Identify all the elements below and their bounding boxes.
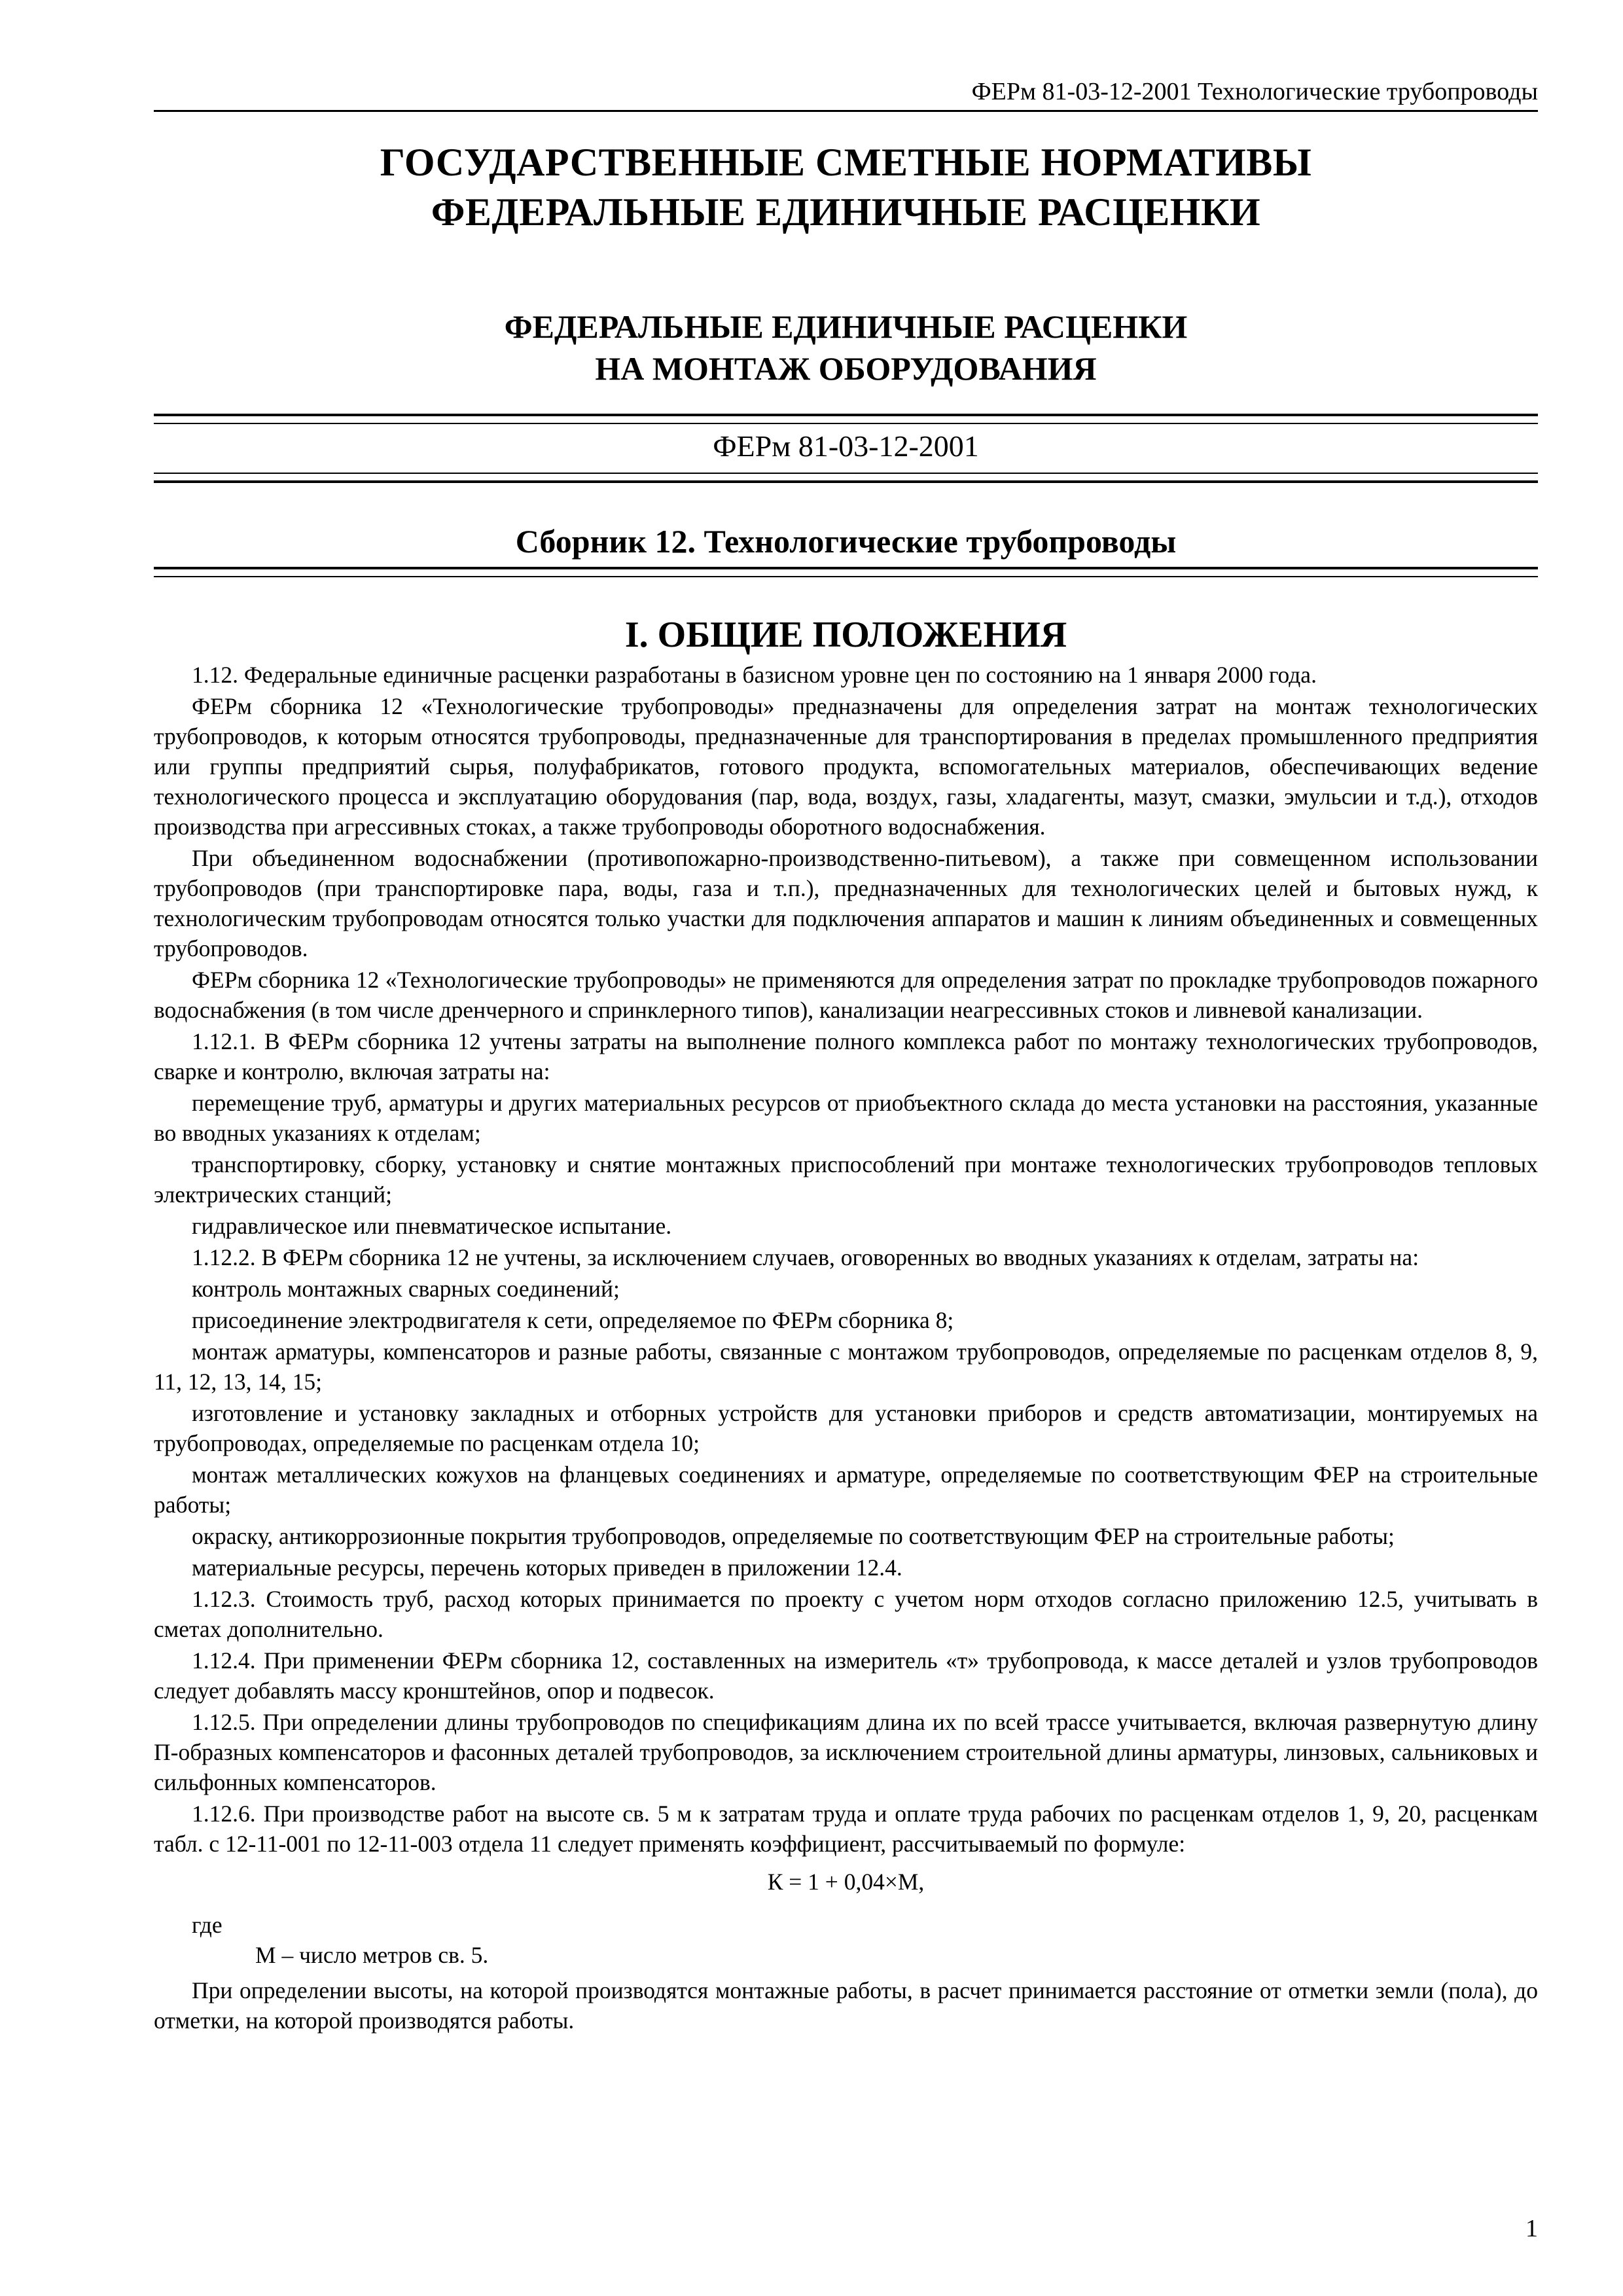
title-line-2: ФЕДЕРАЛЬНЫЕ ЕДИНИЧНЫЕ РАСЦЕНКИ — [431, 190, 1261, 234]
paragraph-1-12: 1.12. Федеральные единичные расценки разработаны в базисном уровне цен по состоянию на 1 января 2000 года. — [192, 662, 1317, 688]
paragraph-1-12-4: 1.12.4. При применении ФЕРм сборника 12, составленных на измеритель «т» трубопровода, к массе деталей и узлов трубопроводов следует добавлять массу кронштейнов, опор и подвесок. — [154, 1647, 1538, 1704]
running-head: ФЕРм 81-03-12-2001 Технологические трубопроводы — [154, 73, 1538, 112]
section-title: I. ОБЩИЕ ПОЛОЖЕНИЯ — [624, 615, 1067, 655]
paragraph-height: При определении высоты, на которой производятся монтажные работы, в расчет принимается расстояние от отметки земли (пола), до отметки, на которой производятся работы. — [154, 1977, 1538, 2034]
paragraph-not-applied: ФЕРм сборника 12 «Технологические трубопроводы» не применяются для определения затрат по прокладке трубопроводов пожарного водоснабжения (в том числе дренчерного и спринклерного типов), канализации неагрессивных стоков и ливневой канализации. — [154, 967, 1538, 1023]
rule-below-collection — [154, 567, 1538, 577]
document-code: ФЕРм 81-03-12-2001 — [713, 429, 979, 463]
title-block — [154, 137, 1538, 389]
subtitle-line-2: НА МОНТАЖ ОБОРУДОВАНИЯ — [595, 350, 1097, 387]
list-item: окраску, антикоррозионные покрытия трубопроводов, определяемые по соответствующим ФЕР на строительные работы; — [192, 1523, 1395, 1549]
paragraph-1-12-5: 1.12.5. При определении длины трубопроводов по спецификациям длина их по всей трассе учитывается, включая развернутую длину П-образных компенсаторов и фасонных деталей трубопроводов, за исключением строительной длины арматуры, линзовых, сальниковых и сильфонных компенсаторов. — [154, 1709, 1538, 1795]
list-item: транспортировку, сборку, установку и снятие монтажных приспособлений при монтаже технологических трубопроводов тепловых электрических станций; — [154, 1151, 1538, 1208]
rule-above-code — [154, 414, 1538, 424]
list-item: перемещение труб, арматуры и других материальных ресурсов от приобъектного склада до места установки на расстояния, указанные во вводных указаниях к отделам; — [154, 1090, 1538, 1146]
paragraph-1-12-2: 1.12.2. В ФЕРм сборника 12 не учтены, за исключением случаев, оговоренных во вводных указаниях к отделам, затраты на: — [192, 1244, 1419, 1270]
list-item: контроль монтажных сварных соединений; — [192, 1276, 620, 1302]
formula: К = 1 + 0,04×М, — [767, 1869, 925, 1895]
list-item: изготовление и установку закладных и отборных устройств для установки приборов и средств автоматизации, монтируемых на трубопроводах, определяемые по расценкам отдела 10; — [154, 1400, 1538, 1456]
where-label: где — [192, 1912, 223, 1938]
body-text — [154, 660, 1538, 2037]
paragraph-scope: ФЕРм сборника 12 «Технологические трубопроводы» предназначены для определения затрат на монтаж технологических трубопроводов, к которым относятся трубопроводы, предназначенные для транспортирования в пределах промышленного предприятия или группы предприятий сырья, полуфабрикатов, готового продукта, вспомогательных материалов, обеспечивающих ведение технологического процесса и эксплуатацию оборудования (пар, вода, воздух, газы, хладагенты, мазут, смазки, эмульсии и т.д.), отходов производства при агрессивных стоках, а также трубопроводы оборотного водоснабжения. — [154, 693, 1538, 840]
rule-below-code — [154, 473, 1538, 483]
paragraph-1-12-3: 1.12.3. Стоимость труб, расход которых принимается по проекту с учетом норм отходов согласно приложению 12.5, учитывать в сметах дополнительно. — [154, 1586, 1538, 1642]
formula-definition: М – число метров св. 5. — [255, 1942, 489, 1968]
title-line-1: ГОСУДАРСТВЕННЫЕ СМЕТНЫЕ НОРМАТИВЫ — [380, 141, 1312, 184]
list-item: монтаж арматуры, компенсаторов и разные работы, связанные с монтажом трубопроводов, определяемые по расценкам отделов 8, 9, 11, 12, 13, 14, 15; — [154, 1338, 1538, 1395]
paragraph-1-12-6: 1.12.6. При производстве работ на высоте св. 5 м к затратам труда и оплате труда рабочих по расценкам отделов 1, 9, 20, расценкам табл. с 12-11-001 по 12-11-003 отдела 11 следует применять коэффициент, рассчитываемый по формуле: — [154, 1801, 1538, 1857]
page-number: 1 — [1525, 2215, 1538, 2242]
paragraph-combined-supply: При объединенном водоснабжении (противопожарно-производственно-питьевом), а также при совмещенном использовании трубопроводов (при транспортировке пара, воды, газа и т.п.), предназначенных для технологических целей и бытовых нужд, к технологическим трубопроводам относятся только участки для подключения аппаратов и машин к линиям объединенных и совмещенных трубопроводов. — [154, 845, 1538, 961]
collection-title: Сборник 12. Технологические трубопроводы — [515, 523, 1177, 560]
paragraph-1-12-1: 1.12.1. В ФЕРм сборника 12 учтены затраты на выполнение полного комплекса работ по монтажу технологических трубопроводов, сварке и контролю, включая затраты на: — [154, 1028, 1538, 1085]
list-item: монтаж металлических кожухов на фланцевых соединениях и арматуре, определяемые по соответствующим ФЕР на строительные работы; — [154, 1462, 1538, 1518]
list-item: материальные ресурсы, перечень которых приведен в приложении 12.4. — [192, 1554, 902, 1581]
subtitle-line-1: ФЕДЕРАЛЬНЫЕ ЕДИНИЧНЫЕ РАСЦЕНКИ — [504, 308, 1188, 345]
list-item: гидравлическое или пневматическое испытание. — [192, 1213, 672, 1239]
list-item: присоединение электродвигателя к сети, определяемое по ФЕРм сборника 8; — [192, 1307, 954, 1333]
